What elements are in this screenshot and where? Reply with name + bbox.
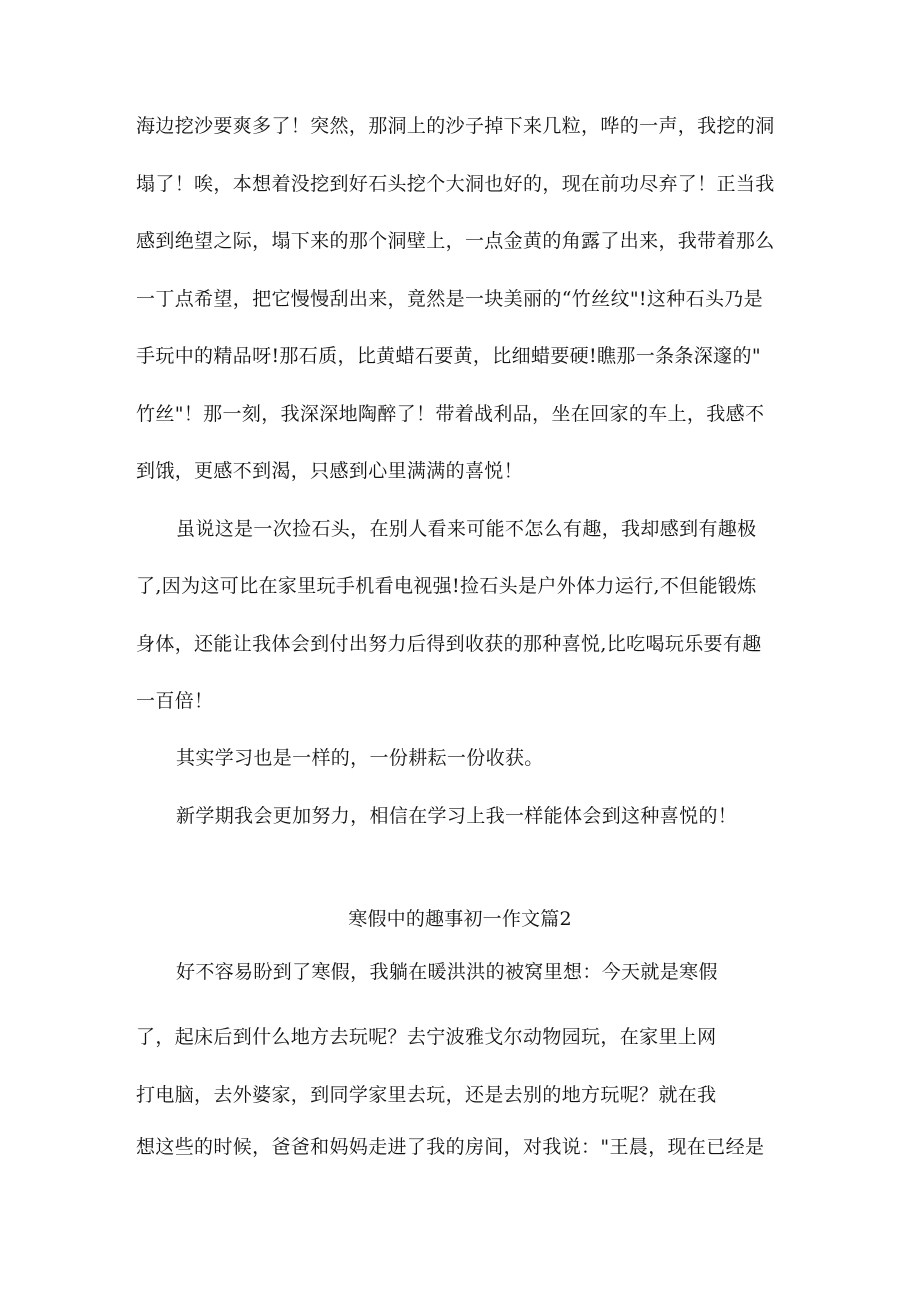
section-title: 寒假中的趣事初一作文篇2 bbox=[348, 908, 572, 930]
paragraph-line: 海边挖沙要爽多了！突然，那洞上的沙子掉下来几粒，哗的一声，我挖的洞 bbox=[136, 115, 775, 137]
paragraph-line: 虽说这是一次捡石头，在别人看来可能不怎么有趣，我却感到有趣极 bbox=[176, 518, 757, 540]
paragraph-line: 身体，还能让我体会到付出努力后得到收获的那种喜悦,比吃喝玩乐要有趣 bbox=[136, 633, 762, 655]
paragraph-line: 竹丝"！那一刻，我深深地陶醉了！带着战利品，坐在回家的车上，我感不 bbox=[136, 403, 765, 425]
paragraph-line: 新学期我会更加努力，相信在学习上我一样能体会到这种喜悦的！ bbox=[176, 805, 738, 827]
paragraph-line: 塌了！唉，本想着没挖到好石头挖个大洞也好的，现在前功尽弃了！正当我 bbox=[136, 173, 775, 195]
paragraph-line: 到饿，更感不到渴，只感到心里满满的喜悦！ bbox=[136, 460, 524, 482]
paragraph-line: 感到绝望之际，塌下来的那个洞壁上，一点金黄的角露了出来，我带着那么 bbox=[136, 230, 775, 252]
paragraph-line: 想这些的时候，爸爸和妈妈走进了我的房间，对我说："王晨，现在已经是 bbox=[136, 1136, 765, 1158]
paragraph-line: 一丁点希望，把它慢慢刮出来，竟然是一块美丽的“竹丝纹"!这种石头乃是 bbox=[136, 288, 763, 310]
paragraph-line: 打电脑，去外婆家，到同学家里去玩，还是去别的地方玩呢？就在我 bbox=[136, 1084, 717, 1106]
paragraph-line: 手玩中的精品呀!那石质，比黄蜡石要黄，比细蜡要硬!瞧那一条条深邃的" bbox=[136, 345, 761, 367]
paragraph-line: 好不容易盼到了寒假，我躺在暖洪洪的被窝里想：今天就是寒假 bbox=[176, 961, 718, 983]
paragraph-line: 一百倍！ bbox=[136, 690, 214, 712]
paragraph-line: 了,因为这可比在家里玩手机看电视强!捡石头是户外体力运行,不但能锻炼 bbox=[136, 575, 757, 597]
paragraph-line: 其实学习也是一样的，一份耕耘一份收获。 bbox=[176, 747, 544, 769]
paragraph-line: 了，起床后到什么地方去玩呢？去宁波雅戈尔动物园玩，在家里上网 bbox=[136, 1026, 717, 1048]
